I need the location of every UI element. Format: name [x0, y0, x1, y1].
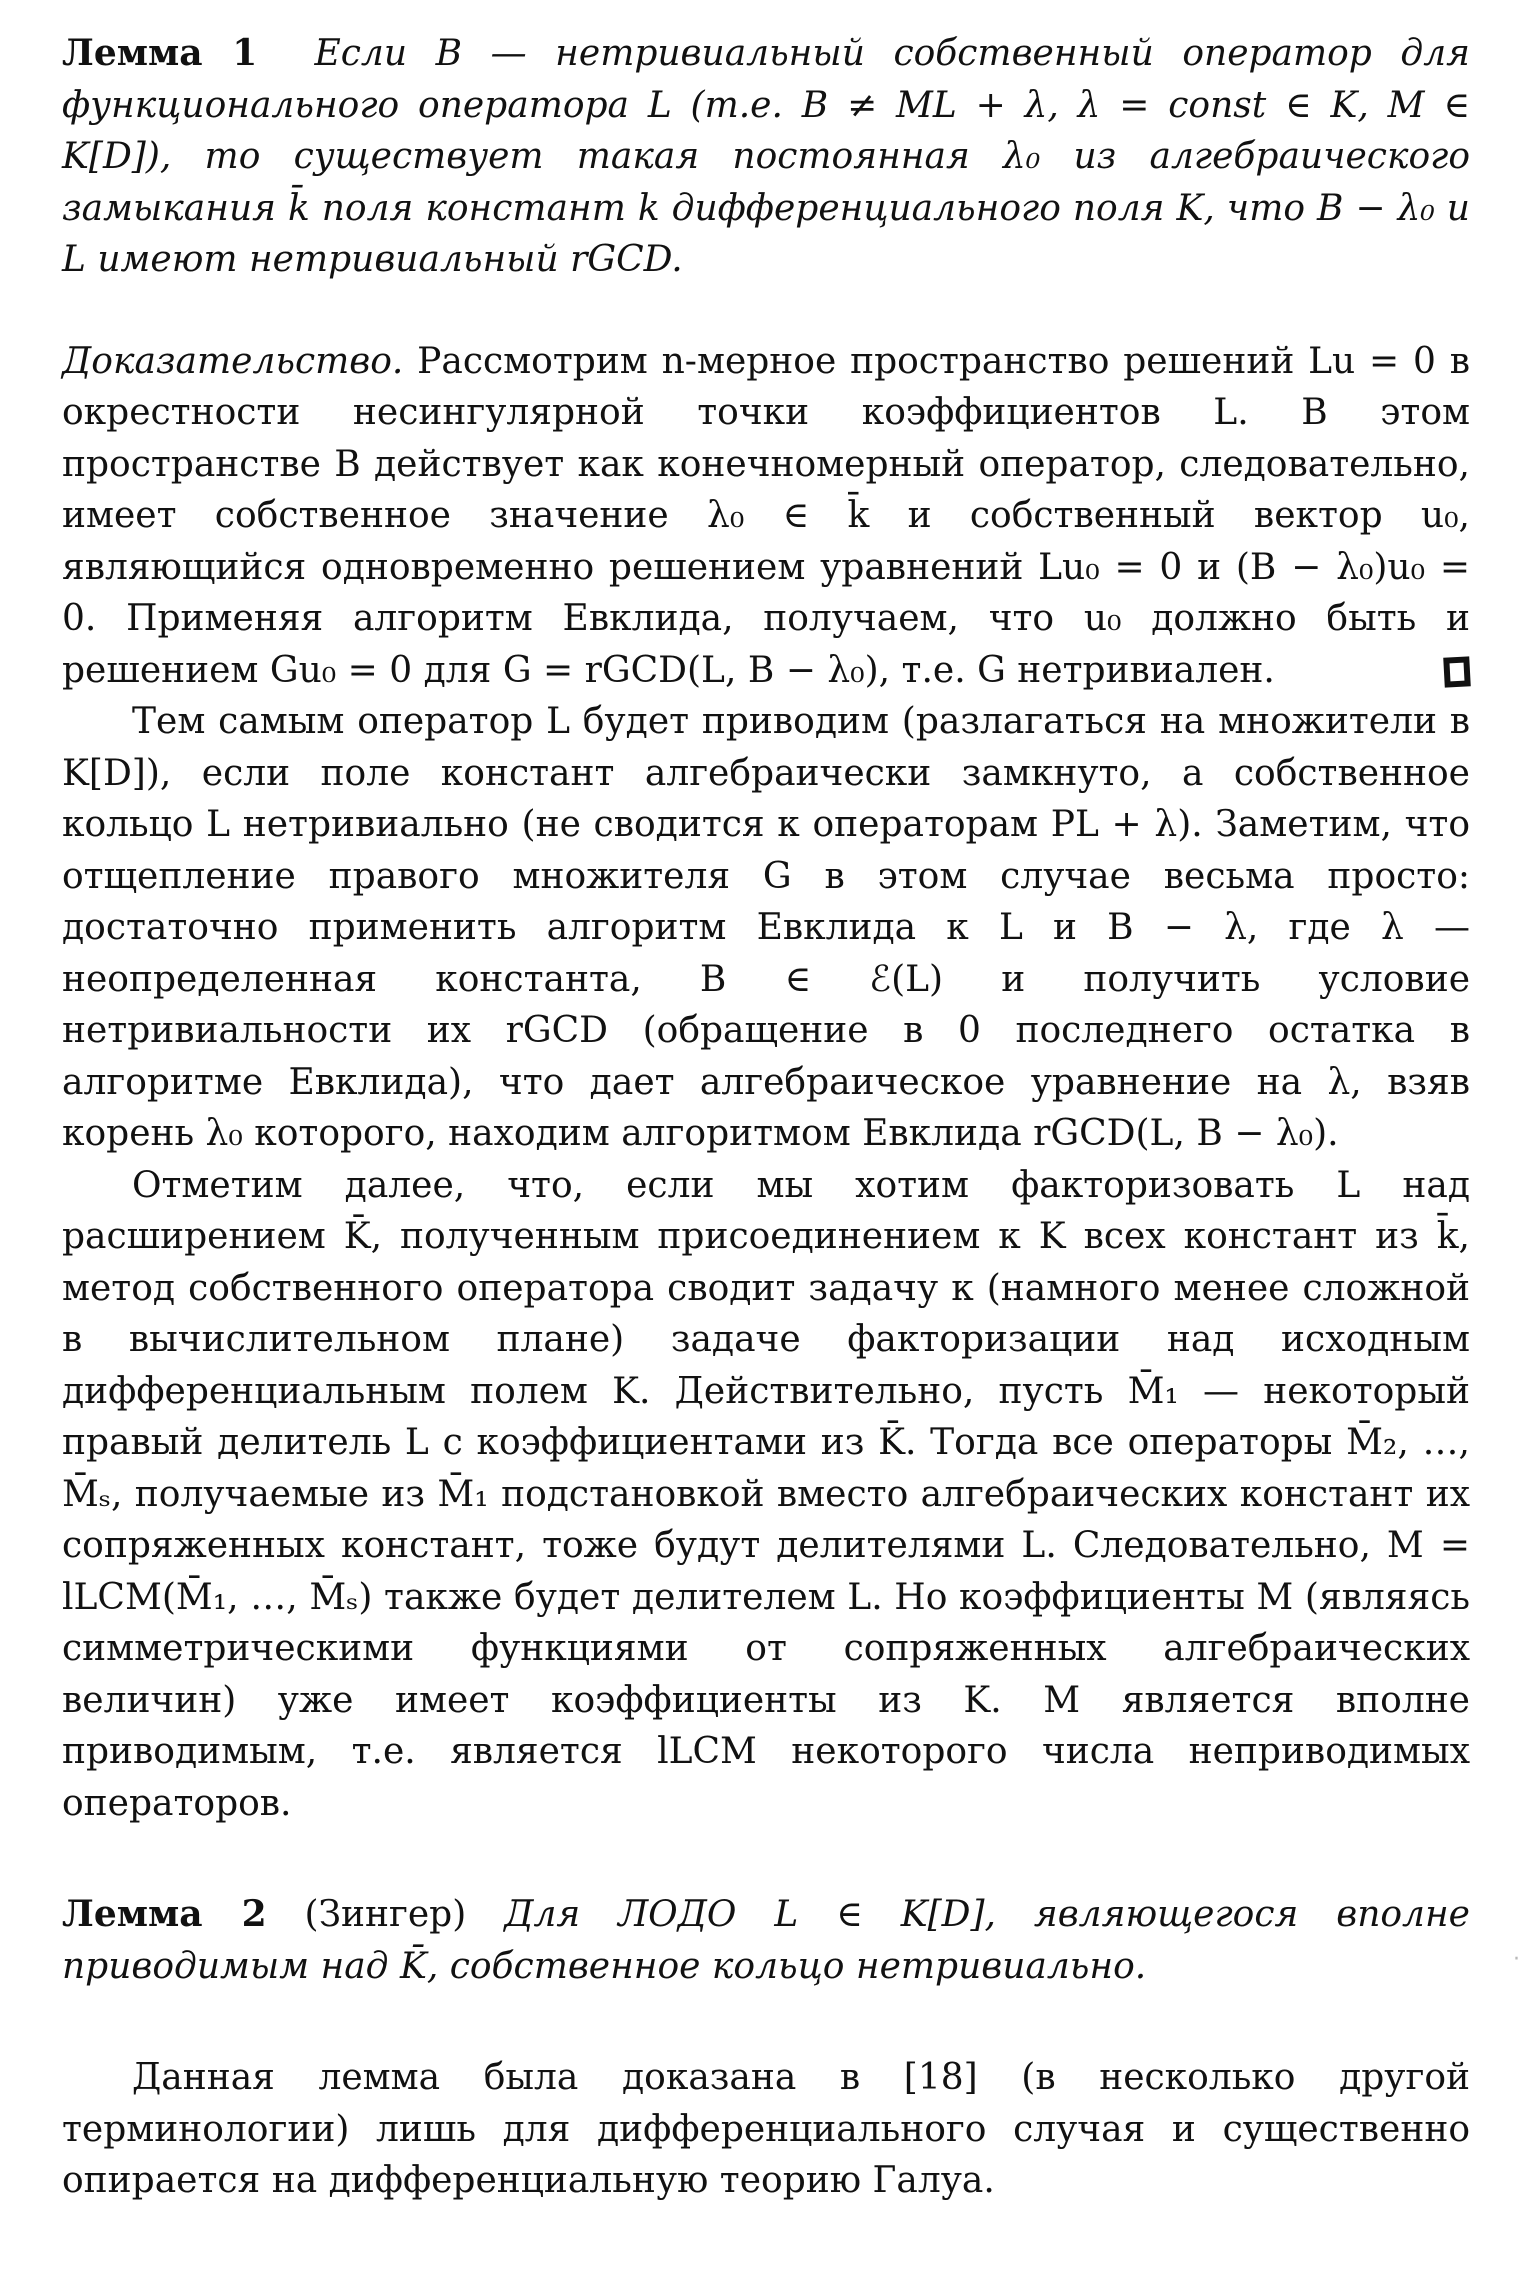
lemma-2-attribution: (Зингер): [266, 1894, 505, 1935]
paragraph-reducibility: Тем самым оператор L будет приводим (разлагаться на множители в K[D]), если поле констант алгебраически замкнуто, а собственное кольцо L нетривиально (не сводится к операторам PL + λ). Заметим, что отщепление правого множителя G в этом случае весьма просто: достаточно применить алгоритм Евклида к L и B − λ, где λ — неопределенная константа, B ∈ ℰ(L) и получить условие нетривиальности их rGCD (обращение в 0 последнего остатка в алгоритме Евклида), что дает алгебраическое уравнение на λ, взяв корень λ₀ которого, находим алгоритмом Евклида rGCD(L, B − λ₀).: [62, 701, 1470, 1154]
proof-heading: Доказательство.: [62, 340, 404, 382]
lemma-1: [62, 28, 1470, 286]
qed-square-icon: [1443, 656, 1471, 687]
lemma-2-statement: Для ЛОДО L ∈ K[D], являющегося вполне приводимым над K̄, собственное кольцо нетривиально.: [62, 1894, 1470, 1987]
proof-paragraph: [62, 336, 1470, 697]
lemma-1-heading: Лемма 1: [62, 32, 258, 74]
paragraph-factorization: Отметим далее, что, если мы хотим факторизовать L над расширением K̄, полученным присоединением к K всех констант из k̄, метод собственного оператора сводит задачу к (намного менее сложной в вычислительном плане) задаче факторизации над исходным дифференциальным полем K. Действительно, пусть M̄₁ — некоторый правый делитель L с коэффициентами из K̄. Тогда все операторы M̄₂, …, M̄ₛ, получаемые из M̄₁ подстановкой вместо алгебраических констант их сопряженных констант, тоже будут делителями L. Следовательно, M = lLCM(M̄₁, …, M̄ₛ) также будет делителем L. Но коэффициенты M (являясь симметрическими функциями от сопряженных алгебраических величин) уже имеет коэффициенты из K. M является вполне приводимым, т.е. является lLCM некоторого числа неприводимых операторов.: [62, 1164, 1470, 1824]
lemma-2: [62, 1889, 1470, 1992]
proof-text: Рассмотрим n-мерное пространство решений Lu = 0 в окрестности несингулярной точки коэффициентов L. В этом пространстве B действует как конечномерный оператор, следовательно, имеет собственное значение λ₀ ∈ k̄ и собственный вектор u₀, являющийся одновременно решением уравнений Lu₀ = 0 и (B − λ₀)u₀ = 0. Применяя алгоритм Евклида, получаем, что u₀ должно быть и решением Gu₀ = 0 для G = rGCD(L, B − λ₀), т.е. G нетривиален.: [62, 340, 1470, 691]
paragraph-closing: Данная лемма была доказана в [18] (в несколько другой терминологии) лишь для дифференциального случая и существенно опирается на дифференциальную теорию Галуа.: [62, 2057, 1470, 2201]
lemma-1-statement: Если B — нетривиальный собственный оператор для функционального оператора L (т.е. B ≠ ML + λ, λ = const ∈ K, M ∈ K[D]), то существует такая постоянная λ₀ из алгебраического замыкания k̄ поля констант k дифференциального поля K, что B − λ₀ и L имеют нетривиальный rGCD.: [62, 33, 1470, 280]
lemma-2-heading: Лемма 2: [62, 1893, 267, 1935]
margin-mark: ·: [1513, 1947, 1520, 1972]
